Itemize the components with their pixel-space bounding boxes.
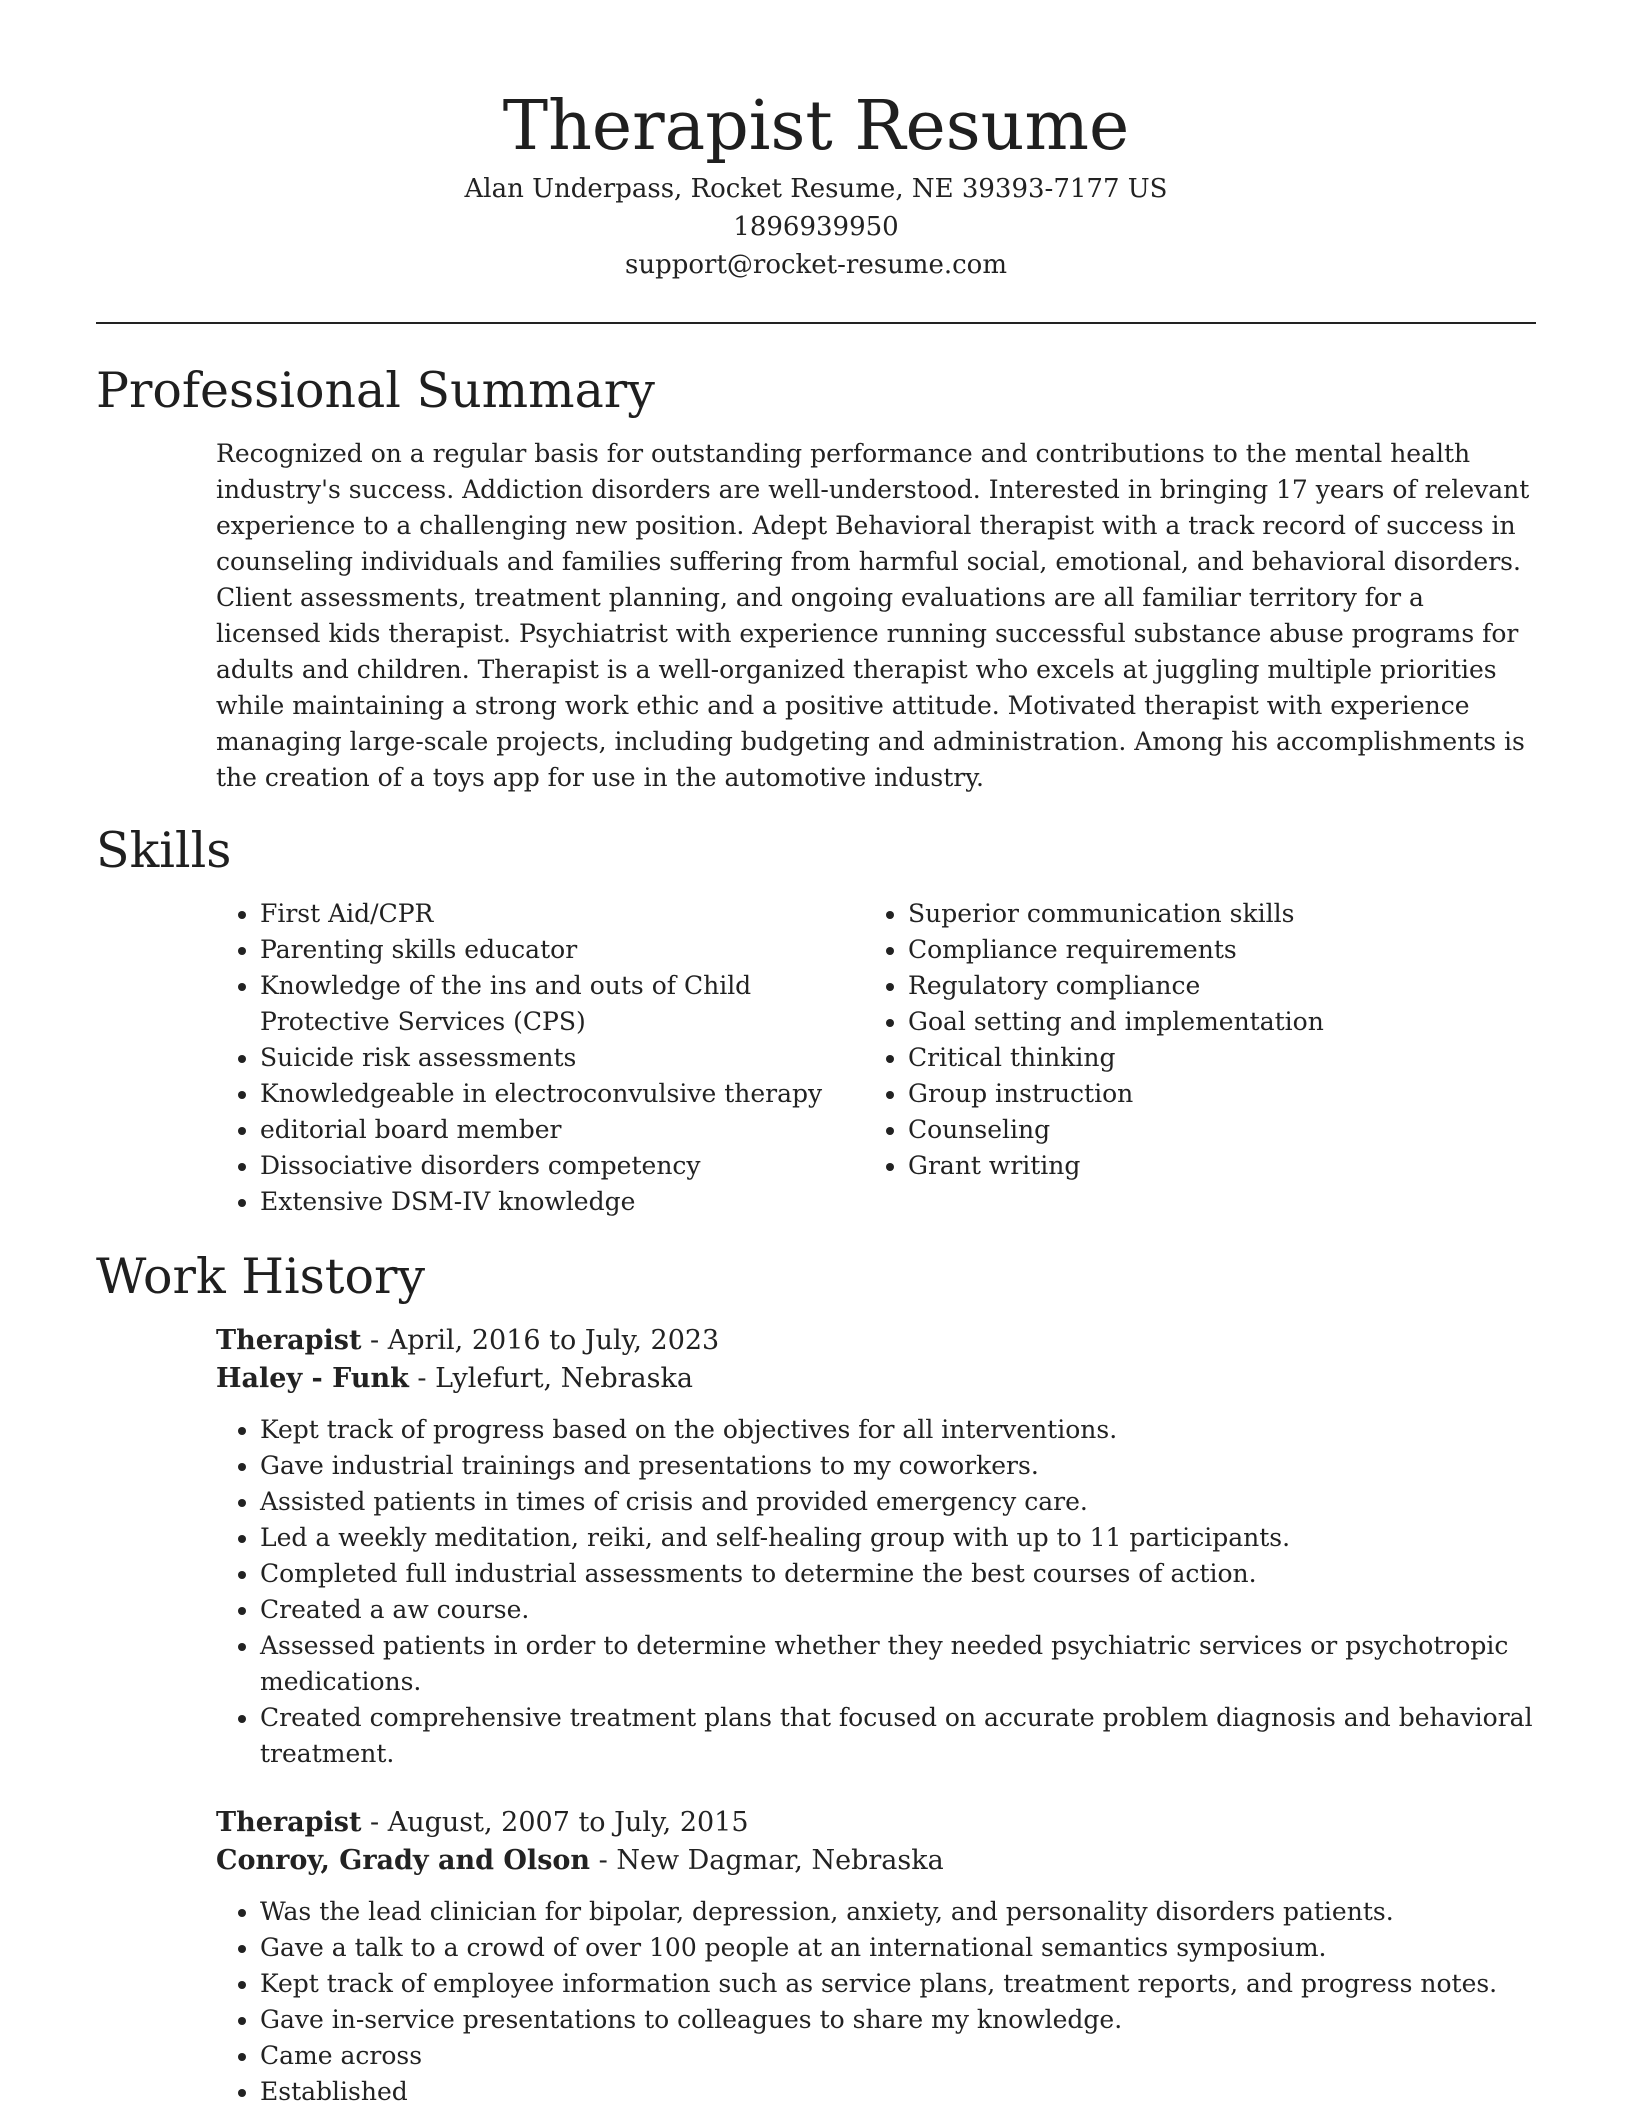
job-location: - Lylefurt, Nebraska	[408, 1363, 693, 1394]
skill-item: • Dissociative disorders competency	[260, 1148, 864, 1184]
job-bullet: • Completed full industrial assessments to determine the best courses of action.	[260, 1556, 1536, 1592]
job-bullet: • Gave a talk to a crowd of over 100 people at an international semantics symposium.	[260, 1930, 1536, 1966]
skill-item: • Regulatory compliance	[908, 968, 1514, 1004]
job-bullet: • Kept track of progress based on the objectives for all interventions.	[260, 1412, 1536, 1448]
job-bullet: • Led a weekly meditation, reiki, and self-healing group with up to 11 participants.	[260, 1520, 1536, 1556]
job-bullet: • Created comprehensive treatment plans that focused on accurate problem diagnosis and behavioral treatment.	[260, 1700, 1536, 1772]
job-entry	[216, 1322, 1536, 1772]
job-bullet-list	[216, 1412, 1536, 1772]
header-divider	[96, 322, 1536, 324]
job-bullet: • Gave industrial trainings and presentations to my coworkers.	[260, 1448, 1536, 1484]
job-location: - New Dagmar, Nebraska	[590, 1845, 944, 1876]
skill-item: • Superior communication skills	[908, 896, 1514, 932]
summary-heading: Professional Summary	[96, 362, 655, 419]
skill-item: • editorial board member	[260, 1112, 864, 1148]
skill-item: • First Aid/CPR	[260, 896, 864, 932]
job-entry	[216, 1804, 1536, 2110]
job-dates: - August, 2007 to July, 2015	[361, 1807, 749, 1838]
job-bullet: • Gave in-service presentations to colleagues to share my knowledge.	[260, 2002, 1536, 2038]
job-dates: - April, 2016 to July, 2023	[361, 1325, 720, 1356]
contact-address: Alan Underpass, Rocket Resume, NE 39393-7177 US	[464, 174, 1168, 204]
skill-item: • Extensive DSM-IV knowledge	[260, 1184, 864, 1220]
job-bullet: • Assessed patients in order to determine whether they needed psychiatric services or psychotropic medications.	[260, 1628, 1536, 1700]
skill-item: • Group instruction	[908, 1076, 1514, 1112]
job-company: Conroy, Grady and Olson	[216, 1845, 591, 1876]
resume-title: Therapist Resume	[502, 87, 1130, 166]
job-company: Haley - Funk	[216, 1363, 409, 1394]
job-bullet: • Created a aw course.	[260, 1592, 1536, 1628]
skills-heading: Skills	[96, 822, 232, 879]
skills-columns	[216, 896, 1536, 1220]
skill-item: • Critical thinking	[908, 1040, 1514, 1076]
skills-list-right	[864, 896, 1514, 1184]
job-title-line	[216, 1804, 1536, 1842]
job-company-line	[216, 1842, 1536, 1880]
skills-list-left	[216, 896, 864, 1220]
job-bullet: • Was the lead clinician for bipolar, depression, anxiety, and personality disorders patients.	[260, 1894, 1536, 1930]
skill-item: • Goal setting and implementation	[908, 1004, 1514, 1040]
skills-column-left	[216, 896, 864, 1220]
skill-item: • Grant writing	[908, 1148, 1514, 1184]
job-role: Therapist	[216, 1807, 362, 1838]
job-bullet: • Established	[260, 2074, 1536, 2110]
skill-item: • Compliance requirements	[908, 932, 1514, 968]
resume-header	[96, 0, 1536, 284]
skill-item: • Counseling	[908, 1112, 1514, 1148]
job-title-line	[216, 1322, 1536, 1360]
job-company-line	[216, 1360, 1536, 1398]
summary-text: Recognized on a regular basis for outstanding performance and contributions to the mental health industry's success. Addiction disorders are well-understood. Interested in bringing 17 years of relevant experience to a challenging new position. Adept Behavioral therapist with a track record of success in counseling individuals and families suffering from harmful social, emotional, and behavioral disorders. Client assessments, treatment planning, and ongoing evaluations are all familiar territory for a licensed kids therapist. Psychiatrist with experience running successful substance abuse programs for adults and children. Therapist is a well-organized therapist who excels at juggling multiple priorities while maintaining a strong work ethic and a positive attitude. Motivated therapist with experience managing large-scale projects, including budgeting and administration. Among his accomplishments is the creation of a toys app for use in the automotive industry.	[216, 439, 1530, 792]
skill-item: • Parenting skills educator	[260, 932, 864, 968]
skills-column-right	[864, 896, 1514, 1220]
job-role: Therapist	[216, 1325, 362, 1356]
job-bullet: • Kept track of employee information such as service plans, treatment reports, and progress notes.	[260, 1966, 1536, 2002]
skill-item: • Knowledge of the ins and outs of Child Protective Services (CPS)	[260, 968, 864, 1040]
contact-email: support@rocket-resume.com	[624, 250, 1007, 280]
work-history-heading: Work History	[96, 1248, 426, 1305]
skill-item: • Knowledgeable in electroconvulsive therapy	[260, 1076, 864, 1112]
job-bullet-list	[216, 1894, 1536, 2110]
job-bullet: • Assisted patients in times of crisis and provided emergency care.	[260, 1484, 1536, 1520]
skill-item: • Suicide risk assessments	[260, 1040, 864, 1076]
contact-phone: 1896939950	[733, 212, 899, 242]
job-bullet: • Came across	[260, 2038, 1536, 2074]
